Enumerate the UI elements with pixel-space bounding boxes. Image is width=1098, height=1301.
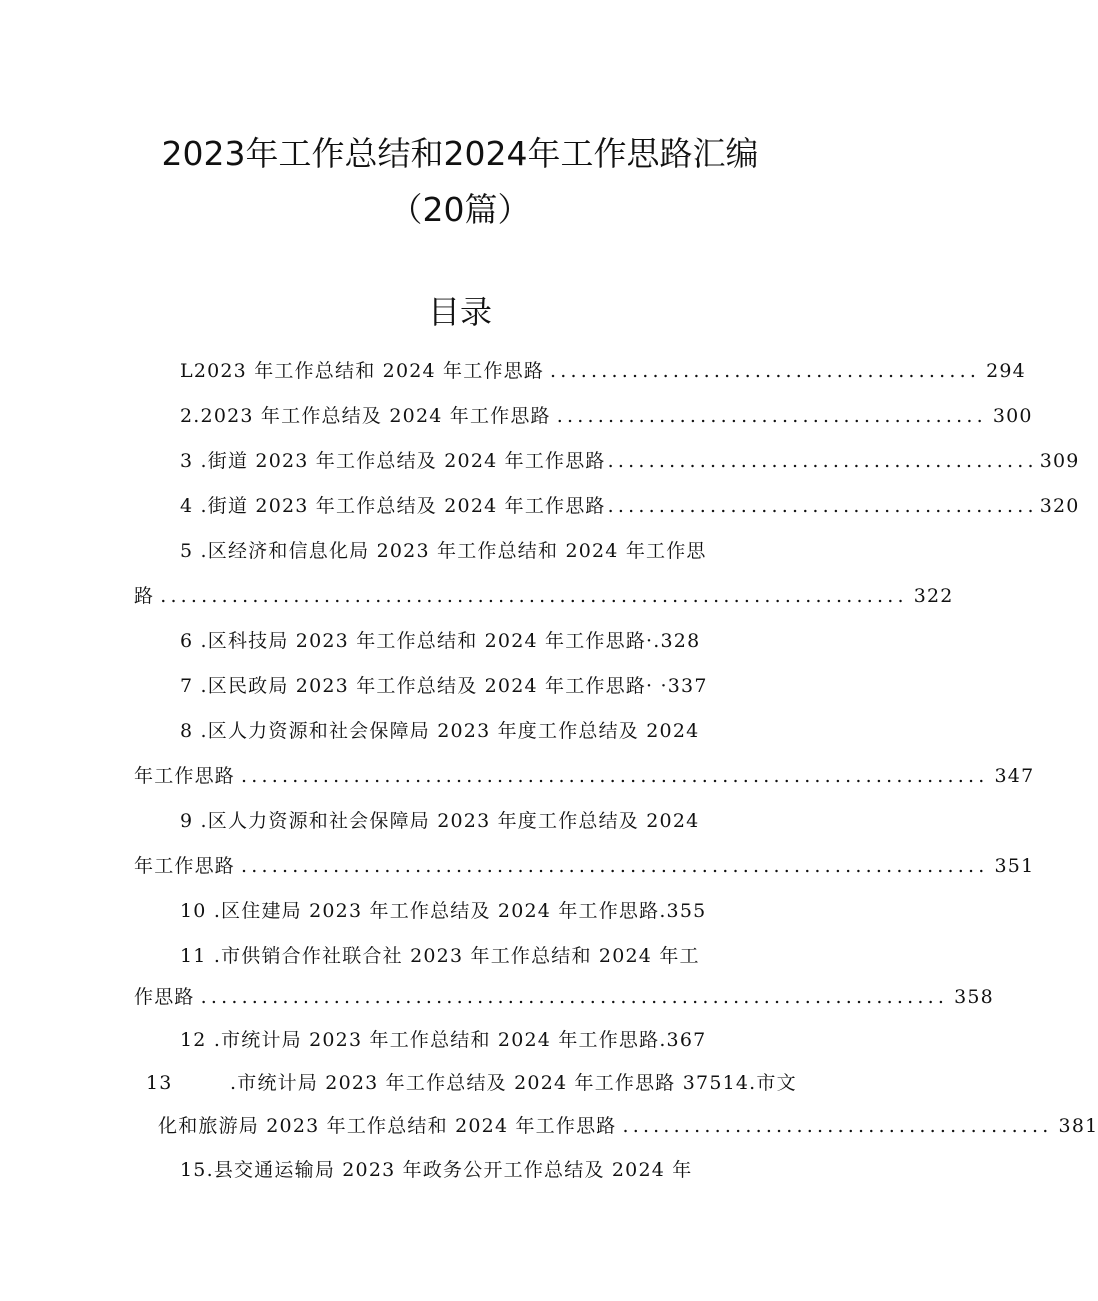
- toc-entry-13-number[interactable]: [146, 1071, 173, 1095]
- toc-entry-page: 358: [954, 986, 994, 1008]
- toc-entry-page: 320: [1039, 495, 1080, 517]
- document-subtitle: （20篇）: [389, 190, 531, 229]
- toc-entry-11[interactable]: [180, 944, 700, 968]
- toc-entry-page: 347: [994, 765, 1035, 787]
- toc-entry-9-continued[interactable]: [134, 854, 1035, 878]
- toc-entry-14-continued[interactable]: [158, 1114, 1098, 1138]
- toc-entry-4[interactable]: [180, 494, 1080, 518]
- toc-leader-dots: .........................................................................: [160, 585, 908, 607]
- toc-entry-text: 7 .区民政局 2023 年工作总结及 2024 年工作思路· ·337: [180, 675, 708, 697]
- toc-leader-dots: ..........................................: [556, 405, 987, 427]
- toc-entry-5-continued[interactable]: [134, 584, 954, 608]
- toc-entry-text: .市统计局 2023 年工作总结及 2024 年工作思路 37514.市文: [230, 1072, 797, 1094]
- toc-entry-text: 5 .区经济和信息化局 2023 年工作总结和 2024 年工作思: [180, 540, 707, 562]
- toc-entry-text-cont: 路: [134, 585, 155, 607]
- toc-entry-7[interactable]: [180, 674, 708, 698]
- toc-entry-text: 8 .区人力资源和社会保障局 2023 年度工作总结及 2024: [180, 720, 700, 742]
- toc-entry-text-cont: 年工作思路: [134, 765, 236, 787]
- toc-entry-12[interactable]: [180, 1028, 706, 1052]
- document-title: 2023年工作总结和2024年工作思路汇编: [161, 134, 759, 173]
- toc-entry-text: 13: [146, 1072, 173, 1094]
- toc-entry-page: 322: [913, 585, 954, 607]
- toc-entry-text: 3 .街道 2023 年工作总结及 2024 年工作思路: [180, 450, 606, 472]
- toc-entry-8[interactable]: [180, 719, 699, 743]
- toc-leader-dots: ..........................................: [550, 360, 981, 382]
- toc-entry-3[interactable]: [180, 449, 1080, 473]
- toc-leader-dots: ..........................................: [607, 495, 1038, 517]
- toc-entry-text: 12 .市统计局 2023 年工作总结和 2024 年工作思路.367: [180, 1029, 707, 1051]
- toc-entry-2[interactable]: [180, 404, 1033, 428]
- toc-entry-page: 381: [1058, 1115, 1098, 1137]
- toc-heading: 目录: [427, 293, 492, 331]
- toc-entry-text: 10 .区住建局 2023 年工作总结及 2024 年工作思路.355: [180, 900, 707, 922]
- toc-entry-11-continued[interactable]: [134, 985, 994, 1009]
- toc-entry-text-cont: 年工作思路: [134, 855, 236, 877]
- toc-entry-text: 9 .区人力资源和社会保障局 2023 年度工作总结及 2024: [180, 810, 700, 832]
- toc-entry-text-cont: 化和旅游局 2023 年工作总结和 2024 年工作思路: [158, 1115, 617, 1137]
- toc-entry-text: 2.2023 年工作总结及 2024 年工作思路: [180, 405, 551, 427]
- toc-entry-page: 294: [986, 360, 1026, 382]
- toc-entry-1[interactable]: [180, 359, 1026, 383]
- toc-entry-15[interactable]: [180, 1158, 692, 1182]
- toc-entry-text-cont: 作思路: [134, 986, 195, 1008]
- toc-entry-text: L2023 年工作总结和 2024 年工作思路: [180, 360, 545, 382]
- toc-entry-10[interactable]: [180, 899, 706, 923]
- toc-entry-9[interactable]: [180, 809, 699, 833]
- toc-entry-6[interactable]: [180, 629, 700, 653]
- toc-entry-text: 6 .区科技局 2023 年工作总结和 2024 年工作思路·.328: [180, 630, 701, 652]
- toc-entry-13[interactable]: [230, 1071, 797, 1095]
- toc-leader-dots: ..........................................: [607, 450, 1038, 472]
- toc-entry-page: 309: [1039, 450, 1080, 472]
- toc-entry-page: 351: [994, 855, 1035, 877]
- toc-leader-dots: ..........................................: [622, 1115, 1053, 1137]
- toc-entry-8-continued[interactable]: [134, 764, 1035, 788]
- toc-leader-dots: .........................................................................: [200, 986, 949, 1008]
- toc-entry-text: 11 .市供销合作社联合社 2023 年工作总结和 2024 年工: [180, 945, 700, 967]
- toc-entry-text: 15.县交通运输局 2023 年政务公开工作总结及 2024 年: [180, 1159, 693, 1181]
- toc-leader-dots: .........................................................................: [241, 855, 989, 877]
- toc-entry-5[interactable]: [180, 539, 707, 563]
- toc-entry-text: 4 .街道 2023 年工作总结及 2024 年工作思路: [180, 495, 606, 517]
- toc-entry-page: 300: [992, 405, 1033, 427]
- toc-leader-dots: .........................................................................: [241, 765, 989, 787]
